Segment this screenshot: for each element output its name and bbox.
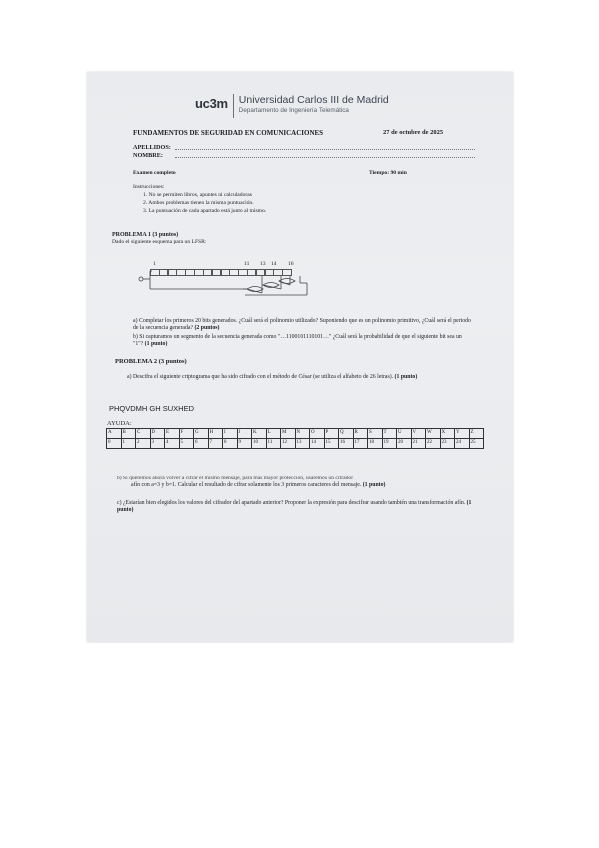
alphabet-number-cell: 19 bbox=[382, 439, 397, 449]
problem-2-title: PROBLEMA 2 (3 puntos) bbox=[115, 358, 187, 365]
p2-item-c-letter: c) bbox=[117, 500, 122, 506]
alphabet-number-cell: 21 bbox=[411, 439, 426, 449]
problem-1-item-a bbox=[133, 318, 473, 332]
help-label: AYUDA: bbox=[107, 420, 132, 427]
alphabet-letter-cell: Z bbox=[469, 429, 484, 439]
p2-item-a-points: (1 punto) bbox=[394, 374, 418, 380]
surname-label: APELLIDOS: bbox=[133, 144, 171, 151]
item-a-text: Completar los primeros 20 bits generados. ¿Cuál será el polinomio utilizado? Suponiendo que es un polinomio primitivo, ¿Cuál será el periodo de la secuencia generada? bbox=[133, 318, 471, 332]
name-dots bbox=[175, 157, 475, 158]
alphabet-number-cell: 0 bbox=[107, 439, 122, 449]
alphabet-number-cell: 16 bbox=[339, 439, 354, 449]
alphabet-number-cell: 3 bbox=[150, 439, 165, 449]
item-b-letter: b) bbox=[133, 334, 138, 340]
alphabet-number-cell: 18 bbox=[368, 439, 383, 449]
alphabet-number-cell: 5 bbox=[179, 439, 194, 449]
problem-2-item-c bbox=[117, 500, 483, 514]
p2-item-b-text: afín con a=3 y b=1. Calcular el resultado de cifrar solamente los 3 primeros caracteres del mensaje. bbox=[131, 482, 362, 488]
p2-item-a-letter: a) bbox=[127, 374, 132, 380]
alphabet-letter-cell: N bbox=[295, 429, 310, 439]
alphabet-letter-cell: G bbox=[194, 429, 209, 439]
exam-time: Tiempo: 90 min bbox=[369, 170, 407, 176]
alphabet-letter-cell: C bbox=[136, 429, 151, 439]
instruction-1: 1. No se permiten libros, apuntes ni calculadoras bbox=[143, 192, 252, 198]
alphabet-letter-cell: I bbox=[223, 429, 238, 439]
alphabet-letter-cell: E bbox=[165, 429, 180, 439]
alphabet-number-cell: 9 bbox=[237, 439, 252, 449]
logo-divider bbox=[233, 94, 234, 118]
uc3m-logo: uc3m bbox=[195, 96, 228, 111]
p2-item-c-points: (1 punto) bbox=[117, 500, 472, 514]
alphabet-letter-cell: H bbox=[208, 429, 223, 439]
exam-type: Examen completo bbox=[133, 170, 176, 176]
alphabet-letter-cell: K bbox=[252, 429, 267, 439]
item-b-text: Si capturamos un segmento de la secuencia generada como "…1100101110101…" ¿Cuál será la probabilidad de que el siguiente bit sea un "1"? bbox=[133, 334, 462, 348]
alphabet-letter-cell: A bbox=[107, 429, 122, 439]
alphabet-number-cell: 6 bbox=[194, 439, 209, 449]
lfsr-label-13: 13 bbox=[260, 261, 266, 267]
lfsr-label-11: 11 bbox=[244, 261, 250, 267]
alphabet-number-cell: 11 bbox=[266, 439, 281, 449]
alphabet-number-cell: 13 bbox=[295, 439, 310, 449]
alphabet-number-cell: 4 bbox=[165, 439, 180, 449]
item-a-letter: a) bbox=[133, 318, 138, 324]
alphabet-number-cell: 23 bbox=[440, 439, 455, 449]
alphabet-number-cell: 14 bbox=[310, 439, 325, 449]
instruction-3: 3. La puntuación de cada apartado está junto al mismo. bbox=[143, 208, 267, 214]
name-field bbox=[133, 152, 163, 159]
p2-item-a-text: Descifra el siguiente criptograma que ha sido cifrado con el método de César (se utiliza el alfabeto de 26 letras). bbox=[132, 374, 394, 380]
university-block bbox=[239, 94, 389, 115]
alphabet-letter-cell: T bbox=[382, 429, 397, 439]
alphabet-number-cell: 2 bbox=[136, 439, 151, 449]
p2-item-b-points: (1 punto) bbox=[362, 482, 386, 488]
alphabet-number-cell: 22 bbox=[426, 439, 441, 449]
exam-date: 27 de octubre de 2025 bbox=[383, 129, 444, 136]
lfsr-feedback-diagram bbox=[135, 267, 315, 307]
alphabet-number-cell: 25 bbox=[469, 439, 484, 449]
letters-row bbox=[107, 429, 484, 439]
p2-item-c-text: ¿Estarían bien elegidos los valores del cifrador del apartado anterior? Proponer la expresión para descifrar usando también una transformación afín. bbox=[122, 500, 466, 506]
alphabet-letter-cell: Q bbox=[339, 429, 354, 439]
alphabet-number-cell: 7 bbox=[208, 439, 223, 449]
lfsr-label-16: 16 bbox=[288, 261, 294, 267]
alphabet-number-cell: 15 bbox=[324, 439, 339, 449]
alphabet-number-cell: 8 bbox=[223, 439, 238, 449]
problem-1-intro: Dado el siguiente esquema para un LFSR: bbox=[112, 239, 207, 245]
item-b-points: (1 punto) bbox=[144, 341, 168, 348]
alphabet-letter-cell: D bbox=[150, 429, 165, 439]
instruction-2: 2. Ambos problemas tienen la misma puntuación. bbox=[143, 200, 254, 206]
lfsr-label-1: 1 bbox=[153, 261, 156, 267]
output-node bbox=[139, 277, 143, 281]
item-a-points: (2 puntos) bbox=[194, 325, 220, 332]
header-logo bbox=[195, 94, 389, 118]
surname-field bbox=[133, 144, 171, 151]
alphabet-number-cell: 24 bbox=[455, 439, 470, 449]
department-name: Departamento de Ingeniería Telemática bbox=[238, 107, 349, 114]
alphabet-number-cell: 1 bbox=[121, 439, 136, 449]
instructions-title: Instrucciones: bbox=[133, 184, 165, 190]
alphabet-number-cell: 20 bbox=[397, 439, 412, 449]
ciphertext: PHQVDMH GH SUXHED bbox=[109, 404, 195, 413]
alphabet-letter-cell: B bbox=[121, 429, 136, 439]
alphabet-number-cell: 12 bbox=[281, 439, 296, 449]
alphabet-letter-cell: V bbox=[411, 429, 426, 439]
alphabet-letter-cell: F bbox=[179, 429, 194, 439]
alphabet-letter-cell: J bbox=[237, 429, 252, 439]
alphabet-number-cell: 17 bbox=[353, 439, 368, 449]
exam-sheet bbox=[87, 72, 513, 642]
alphabet-letter-cell: M bbox=[281, 429, 296, 439]
alphabet-letter-cell: O bbox=[310, 429, 325, 439]
problem-2-item-b-cont bbox=[131, 482, 481, 489]
problem-1-item-b bbox=[133, 334, 473, 348]
alphabet-table bbox=[106, 428, 484, 449]
cut-off-text: b) Si queremos ahora volver a cifrar el mismo mensaje, para más mayor protección, usaremos un cifrador bbox=[117, 476, 354, 480]
alphabet-letter-cell: W bbox=[426, 429, 441, 439]
exam-title: FUNDAMENTOS DE SEGURIDAD EN COMUNICACIONES bbox=[133, 129, 324, 137]
problem-2-item-a bbox=[127, 374, 477, 381]
alphabet-letter-cell: L bbox=[266, 429, 281, 439]
problem-1-title: PROBLEMA 1 (3 puntos) bbox=[112, 232, 179, 238]
lfsr-label-14: 14 bbox=[271, 261, 277, 267]
numbers-row bbox=[107, 439, 484, 449]
surname-dots bbox=[175, 149, 475, 150]
alphabet-letter-cell: P bbox=[324, 429, 339, 439]
alphabet-letter-cell: U bbox=[397, 429, 412, 439]
alphabet-number-cell: 10 bbox=[252, 439, 267, 449]
alphabet-letter-cell: X bbox=[440, 429, 455, 439]
university-name: Universidad Carlos III de Madrid bbox=[238, 94, 389, 106]
alphabet-letter-cell: R bbox=[353, 429, 368, 439]
name-label: NOMBRE: bbox=[133, 152, 163, 159]
alphabet-letter-cell: S bbox=[368, 429, 383, 439]
alphabet-letter-cell: Y bbox=[455, 429, 470, 439]
